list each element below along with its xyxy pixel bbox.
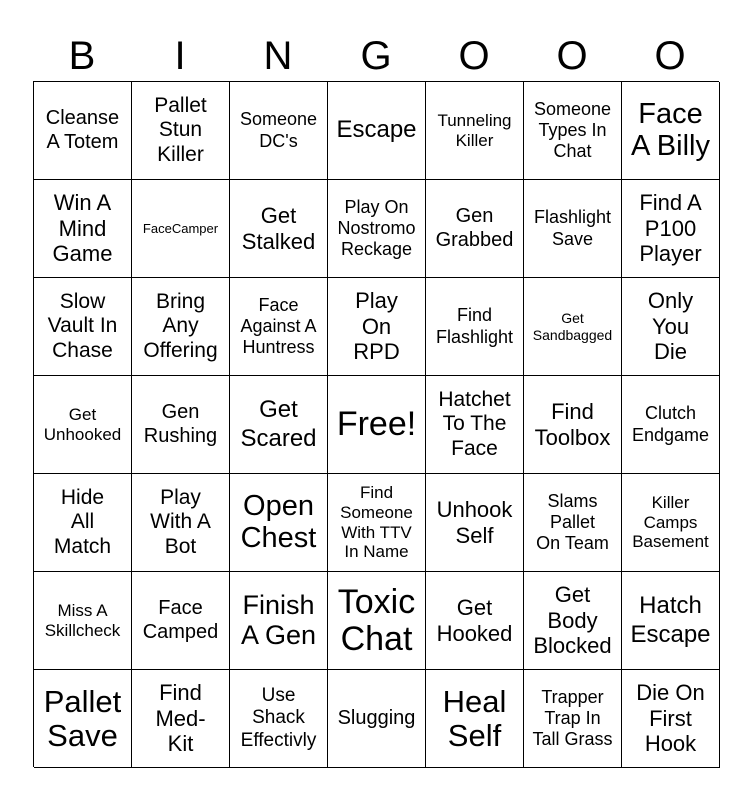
- cell-text: Hide All Match: [53, 485, 112, 558]
- cell-text: Hatchet To The Face: [438, 387, 511, 460]
- bingo-cell[interactable]: [524, 82, 622, 180]
- cell-text: Pallet Stun Killer: [154, 93, 207, 166]
- cell-text: Get Body Blocked: [533, 581, 612, 659]
- cell-text: Trapper Trap In Tall Grass: [532, 686, 613, 750]
- bingo-cell[interactable]: [524, 474, 622, 572]
- bingo-cell[interactable]: [230, 670, 328, 768]
- cell-text: Find Toolbox: [534, 398, 611, 450]
- cell-text: Finish A Gen: [240, 590, 317, 650]
- cell-text: Pallet Save: [43, 684, 122, 753]
- bingo-cell[interactable]: [132, 474, 230, 572]
- cell-text: Escape: [336, 116, 417, 144]
- bingo-card: [33, 81, 719, 767]
- bingo-cell[interactable]: [426, 474, 524, 572]
- cell-text: Die On First Hook: [636, 679, 705, 757]
- bingo-cell[interactable]: [622, 278, 720, 376]
- bingo-cell[interactable]: [328, 376, 426, 474]
- bingo-cell[interactable]: [34, 670, 132, 768]
- cell-text: Get Unhooked: [43, 404, 122, 444]
- bingo-cell[interactable]: [328, 278, 426, 376]
- cell-text: Toxic Chat: [337, 582, 416, 658]
- bingo-cell[interactable]: [524, 376, 622, 474]
- cell-text: Someone Types In Chat: [533, 98, 612, 162]
- cell-text: Gen Rushing: [143, 401, 218, 447]
- cell-text: Slams Pallet On Team: [536, 490, 609, 554]
- bingo-cell[interactable]: [34, 82, 132, 180]
- bingo-cell[interactable]: [132, 82, 230, 180]
- header-letter-o1: O: [458, 34, 490, 78]
- header-letter-g: G: [360, 34, 392, 78]
- bingo-cell[interactable]: [622, 474, 720, 572]
- bingo-cell[interactable]: [426, 572, 524, 670]
- bingo-cell[interactable]: [34, 376, 132, 474]
- header-letter-n: N: [263, 34, 293, 78]
- cell-text: Play With A Bot: [150, 485, 211, 558]
- cell-text: Heal Self: [442, 684, 507, 753]
- cell-text: Someone DC's: [239, 109, 318, 151]
- header-letter-i: I: [174, 34, 186, 78]
- cell-text: Hatch Escape: [630, 592, 711, 648]
- cell-text: Find A P100 Player: [639, 189, 702, 267]
- cell-text: Find Med- Kit: [155, 679, 206, 757]
- bingo-cell[interactable]: [622, 376, 720, 474]
- cell-text: Find Someone With TTV In Name: [340, 482, 413, 562]
- bingo-cell[interactable]: [328, 180, 426, 278]
- bingo-cell[interactable]: [622, 180, 720, 278]
- cell-text: Find Flashlight: [435, 305, 514, 347]
- cell-text: Get Hooked: [436, 594, 513, 646]
- cell-text: Face A Billy: [631, 98, 710, 162]
- cell-text: Gen Grabbed: [435, 205, 514, 251]
- bingo-cell[interactable]: [34, 180, 132, 278]
- cell-text: Tunneling Killer: [437, 110, 512, 150]
- bingo-cell[interactable]: [426, 670, 524, 768]
- bingo-cell[interactable]: [132, 572, 230, 670]
- bingo-cell[interactable]: [230, 82, 328, 180]
- bingo-cell[interactable]: [524, 670, 622, 768]
- bingo-cell[interactable]: [622, 670, 720, 768]
- cell-text: Win A Mind Game: [52, 189, 113, 267]
- cell-text: Unhook Self: [436, 496, 513, 548]
- header-letter-o3: O: [654, 34, 686, 78]
- bingo-cell[interactable]: [230, 376, 328, 474]
- bingo-cell[interactable]: [328, 474, 426, 572]
- bingo-cell[interactable]: [328, 670, 426, 768]
- bingo-cell[interactable]: [426, 376, 524, 474]
- bingo-cell[interactable]: [230, 278, 328, 376]
- cell-text: Get Sandbagged: [532, 310, 613, 343]
- cell-text: Miss A Skillcheck: [44, 600, 121, 640]
- bingo-cell[interactable]: [426, 278, 524, 376]
- bingo-cell[interactable]: [34, 572, 132, 670]
- bingo-cell[interactable]: [132, 670, 230, 768]
- bingo-cell[interactable]: [622, 82, 720, 180]
- cell-text: Slugging: [337, 706, 416, 729]
- cell-text: Only You Die: [647, 287, 694, 365]
- bingo-cell[interactable]: [34, 278, 132, 376]
- bingo-cell[interactable]: [426, 82, 524, 180]
- cell-text: Face Camped: [142, 597, 219, 643]
- bingo-cell[interactable]: [34, 474, 132, 572]
- bingo-cell[interactable]: [524, 180, 622, 278]
- cell-text: Play On RPD: [353, 287, 400, 365]
- bingo-cell[interactable]: [230, 572, 328, 670]
- bingo-cell[interactable]: [230, 180, 328, 278]
- cell-text: Bring Any Offering: [143, 289, 218, 362]
- bingo-cell[interactable]: [524, 278, 622, 376]
- cell-text: Use Shack Effectivly: [240, 685, 317, 751]
- cell-text: Killer Camps Basement: [632, 492, 709, 552]
- bingo-cell[interactable]: [426, 180, 524, 278]
- bingo-cell[interactable]: [524, 572, 622, 670]
- cell-text: Slow Vault In Chase: [47, 289, 118, 362]
- cell-text: Get Stalked: [241, 202, 316, 254]
- cell-text: Cleanse A Totem: [45, 107, 120, 153]
- cell-text: Flashlight Save: [533, 207, 612, 249]
- cell-text: FaceCamper: [142, 220, 219, 236]
- bingo-cell[interactable]: [328, 572, 426, 670]
- free-space-text: Free!: [336, 404, 417, 443]
- cell-text: Open Chest: [240, 490, 317, 554]
- bingo-cell[interactable]: [132, 278, 230, 376]
- bingo-cell[interactable]: [132, 180, 230, 278]
- cell-text: Face Against A Huntress: [240, 294, 317, 358]
- cell-text: Get Scared: [240, 396, 317, 452]
- bingo-header: [33, 30, 719, 82]
- cell-text: Clutch Endgame: [631, 403, 710, 445]
- bingo-cell[interactable]: [230, 474, 328, 572]
- header-letter-o2: O: [556, 34, 588, 78]
- bingo-cell[interactable]: [622, 572, 720, 670]
- header-letter-b: B: [68, 34, 96, 78]
- cell-text: Play On Nostromo Reckage: [337, 196, 416, 260]
- bingo-cell[interactable]: [328, 82, 426, 180]
- bingo-cell[interactable]: [132, 376, 230, 474]
